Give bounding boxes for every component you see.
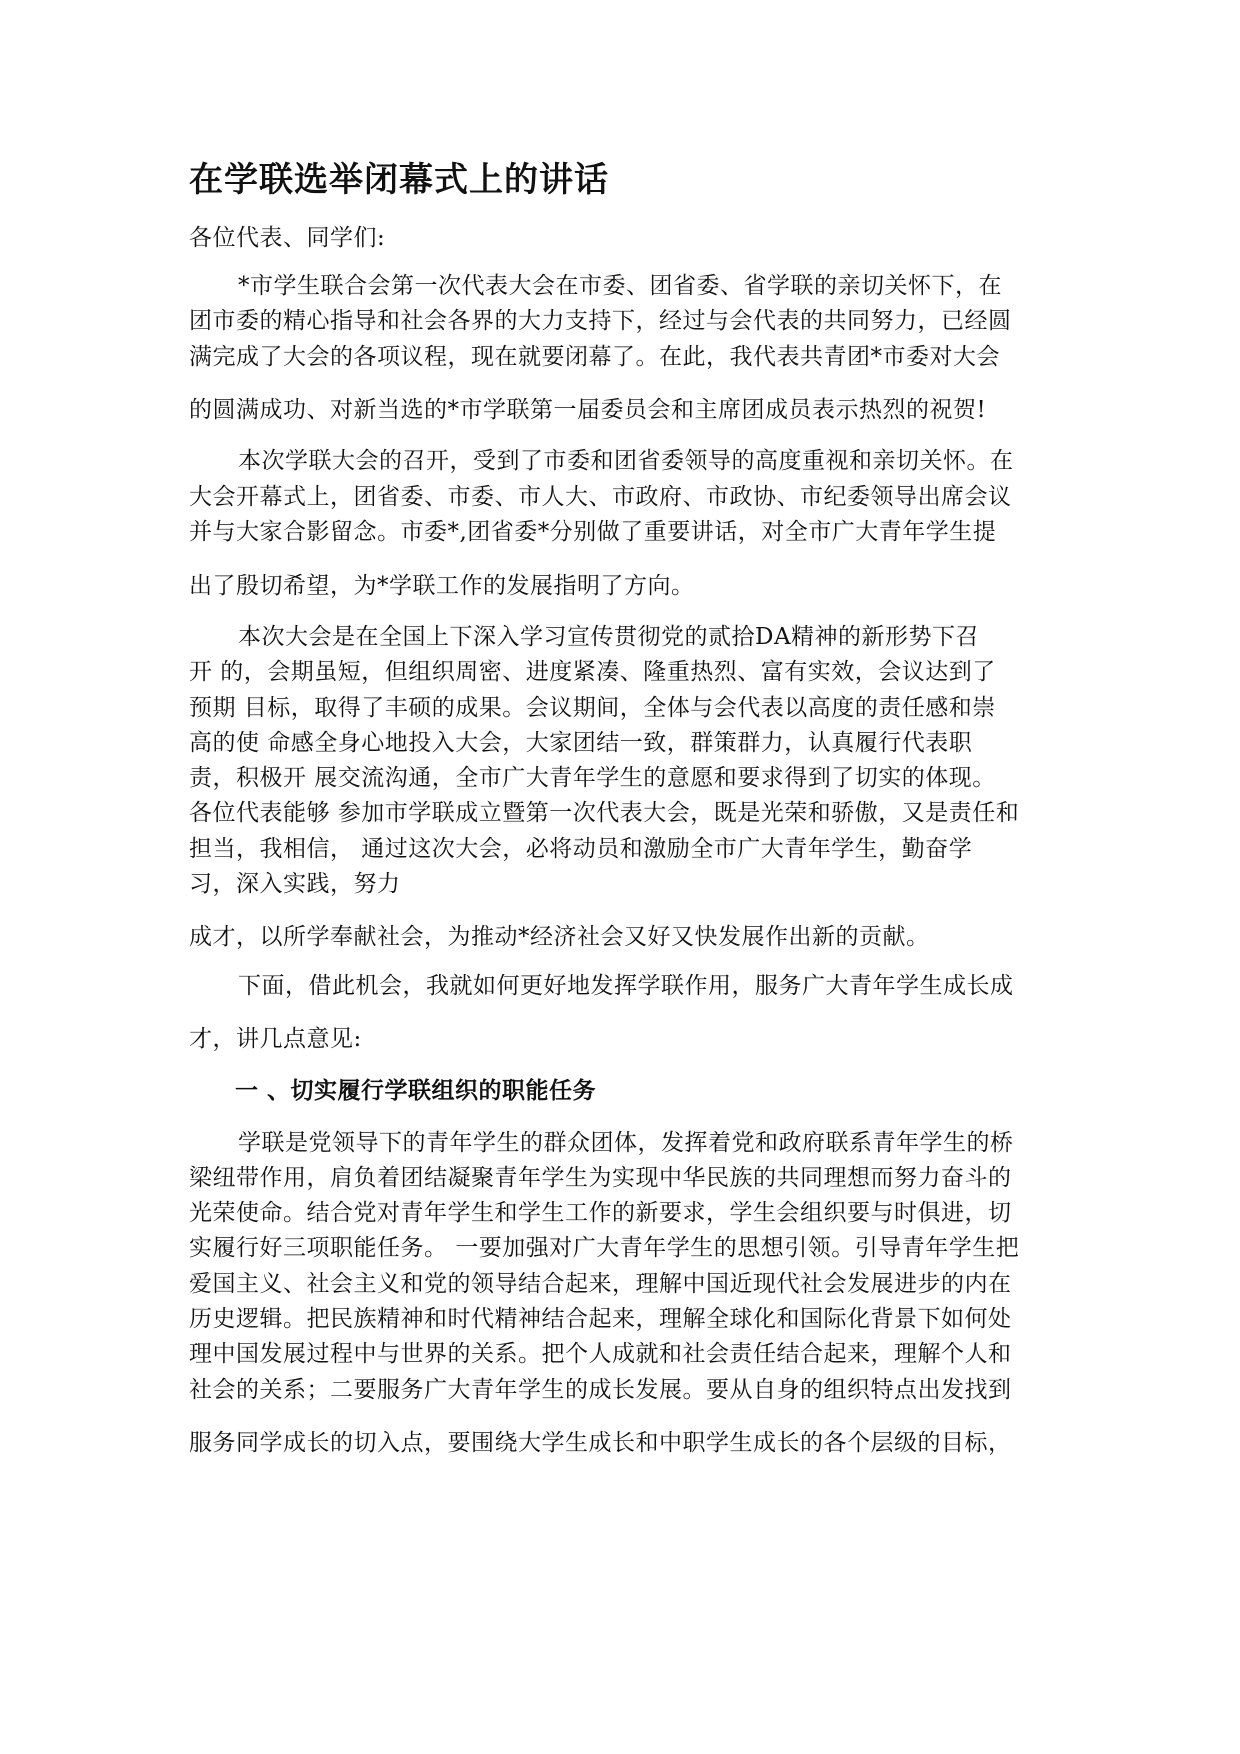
section-heading: 一 、切实履行学联组织的职能任务: [235, 1078, 597, 1104]
paragraph-line: 出了殷切希望，为*学联工作的发展指明了方向。: [189, 573, 695, 599]
paragraph-line: 开 的，会期虽短，但组织周密、进度紧凑、隆重热烈、富有实效，会议达到了: [189, 659, 996, 685]
paragraph-line: 梁纽带作用，肩负着团结凝聚青年学生为实现中华民族的共同理想而努力奋斗的: [189, 1165, 1012, 1191]
paragraph-line: 高的使 命感全身心地投入大会，大家团结一致，群策群力，认真履行代表职: [189, 730, 973, 756]
paragraph-line: 成才，以所学奉献社会，为推动*经济社会又好又快发展作出新的贡献。: [189, 924, 930, 950]
paragraph-line: 本次大会是在全国上下深入学习宣传贯彻党的贰拾DA精神的新形势下召: [238, 624, 980, 650]
paragraph-line: 爱国主义、社会主义和党的领导结合起来，理解中国近现代社会发展进步的内在: [189, 1271, 1012, 1297]
paragraph-line: 满完成了大会的各项议程，现在就要闭幕了。在此，我代表共青团*市委对大会: [189, 344, 1000, 370]
paragraph-line: 的圆满成功、对新当选的*市学联第一届委员会和主席团成员表示热烈的祝贺!: [189, 397, 987, 423]
paragraph-line: 光荣使命。结合党对青年学生和学生工作的新要求，学生会组织要与时俱进，切: [189, 1200, 1012, 1226]
paragraph-line: 团市委的精心指导和社会各界的大力支持下，经过与会代表的共同努力，已经圆: [189, 308, 1012, 334]
paragraph-line: 本次学联大会的召开，受到了市委和团省委领导的高度重视和亲切关怀。在: [238, 448, 1014, 474]
paragraph-line: 服务同学成长的切入点，要围绕大学生成长和中职学生成长的各个层级的目标，: [189, 1430, 1012, 1456]
paragraph-line: 学联是党领导下的青年学生的群众团体，发挥着党和政府联系青年学生的桥: [238, 1130, 1014, 1156]
paragraph-line: 习，深入实践，努力: [189, 871, 401, 897]
paragraph-line: 理中国发展过程中与世界的关系。把个人成就和社会责任结合起来，理解个人和: [189, 1341, 1012, 1367]
paragraph-line: 担当，我相信， 通过这次大会，必将动员和激励全市广大青年学生，勤奋学: [189, 836, 973, 862]
paragraph-line: 社会的关系；二要服务广大青年学生的成长发展。要从自身的组织特点出发找到: [189, 1377, 1012, 1403]
paragraph-line: *市学生联合会第一次代表大会在市委、团省委、省学联的亲切关怀下，在: [238, 273, 1002, 299]
document-title: 在学联选举闭幕式上的讲话: [189, 160, 609, 200]
paragraph-line: 预期 目标，取得了丰硕的成果。会议期间，全体与会代表以高度的责任感和崇: [189, 695, 996, 721]
paragraph-line: 才，讲几点意见:: [189, 1026, 362, 1052]
paragraph-line: 大会开幕式上，团省委、市委、市人大、市政府、市政协、市纪委领导出席会议: [189, 484, 1012, 510]
paragraph-line: 责，积极开 展交流沟通，全市广大青年学生的意愿和要求得到了切实的体现。: [189, 765, 996, 791]
salutation: 各位代表、同学们:: [189, 225, 386, 251]
paragraph-line: 历史逻辑。把民族精神和时代精神结合起来，理解全球化和国际化背景下如何处: [189, 1306, 1012, 1332]
paragraph-line: 实履行好三项职能任务。 一要加强对广大青年学生的思想引领。引导青年学生把: [189, 1235, 1020, 1261]
paragraph-line: 下面，借此机会，我就如何更好地发挥学联作用，服务广大青年学生成长成: [238, 973, 1014, 999]
paragraph-line: 并与大家合影留念。市委*,团省委*分别做了重要讲话，对全市广大青年学生提: [189, 519, 997, 545]
paragraph-line: 各位代表能够 参加市学联成立暨第一次代表大会，既是光荣和骄傲，又是责任和: [189, 800, 1020, 826]
